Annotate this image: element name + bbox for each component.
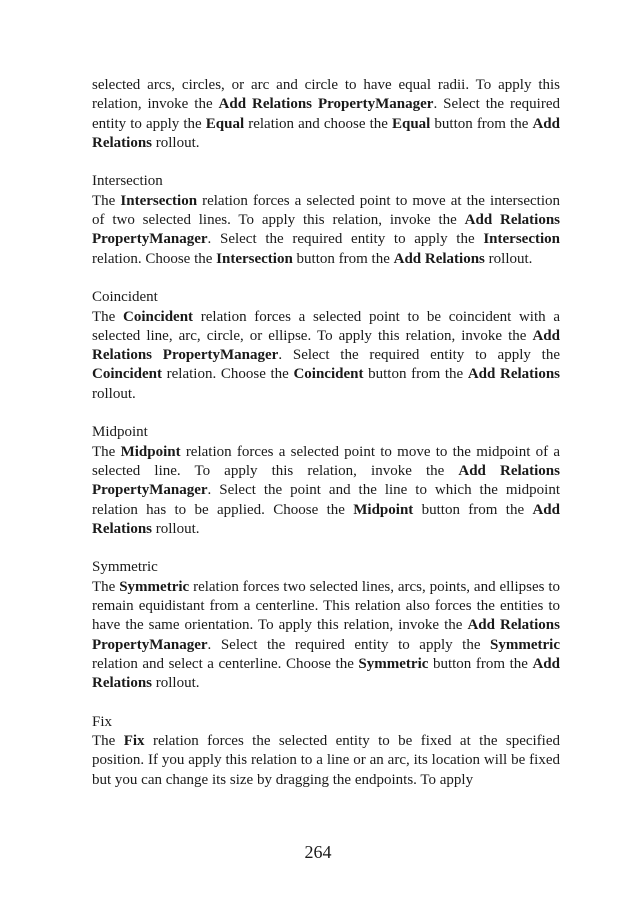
intro-paragraph: selected arcs, circles, or arc and circle to have equal radii. To apply this relation, invoke the Add Relations PropertyManager. Select the required entity to apply the Equal relation and choose the Equal button from the Add Relations rollout. <box>92 77 560 151</box>
bold-term: Add Relations <box>92 115 560 151</box>
bold-term: Symmetric <box>490 636 560 653</box>
section-symmetric <box>92 558 560 693</box>
bold-term: Midpoint <box>353 501 414 518</box>
bold-term: Add Relations <box>92 501 560 537</box>
section-body: The Coincident relation forces a selected point to be coincident with a selected line, arc, circle, or ellipse. To apply this relation, invoke the Add Relations PropertyManager. Select the required entity to apply the Coincident relation. Choose the Coincident button from the Add Relations rollout. <box>92 308 560 402</box>
section-body: The Midpoint relation forces a selected point to move to the midpoint of a selected line. To apply this relation, invoke the Add Relations PropertyManager. Select the point and the line to which the midpoint relation has to be applied. Choose the Midpoint button from the Add Relations rollout. <box>92 443 560 537</box>
bold-term: Fix <box>123 733 145 750</box>
bold-term: Intersection <box>120 192 198 209</box>
bold-term: Midpoint <box>120 443 181 460</box>
section-intersection <box>92 172 560 268</box>
section-heading: Symmetric <box>92 559 158 576</box>
bold-term: Coincident <box>92 366 163 383</box>
section-midpoint <box>92 423 560 539</box>
bold-term: Add Relations <box>393 250 485 267</box>
section-body: The Intersection relation forces a selected point to move at the intersection of two selected lines. To apply this relation, invoke the Add Relations PropertyManager. Select the required entity to apply the Intersection relation. Choose the Intersection button from the Add Relations rollout. <box>92 192 560 267</box>
section-body: The Fix relation forces the selected entity to be fixed at the specified position. If you apply this relation to a line or an arc, its location will be fixed but you can change its size by dragging the endpoints. To apply <box>92 733 560 788</box>
bold-term: Coincident <box>123 308 194 325</box>
section-fix <box>92 713 560 790</box>
bold-term: Symmetric <box>119 578 190 595</box>
bold-term: Add Relations PropertyManager <box>92 327 560 364</box>
bold-term: Intersection <box>216 250 293 267</box>
section-coincident <box>92 288 560 404</box>
section-body: The Symmetric relation forces two selected lines, arcs, points, and ellipses to remain equidistant from a centerline. This relation also forces the entities to have the same orientation. To apply this relation, invoke the Add Relations PropertyManager. Select the required entity to apply the Symmetric relation and select a centerline. Choose the Symmetric button from the Add Relations rollout. <box>92 578 561 692</box>
bold-term: Symmetric <box>358 655 429 672</box>
page-number: 264 <box>304 842 332 862</box>
bold-term: Add Relations PropertyManager <box>92 462 560 499</box>
bold-term: Intersection <box>483 231 560 248</box>
bold-term: Add Relations <box>92 655 560 692</box>
page-content <box>92 76 560 790</box>
section-heading: Coincident <box>92 289 158 306</box>
section-heading: Intersection <box>92 173 163 190</box>
bold-term: Add Relations PropertyManager <box>218 96 434 113</box>
bold-term: Add Relations PropertyManager <box>92 617 560 653</box>
section-heading: Midpoint <box>92 424 148 441</box>
bold-term: Equal <box>205 115 245 132</box>
section-heading: Fix <box>92 713 113 730</box>
bold-term: Equal <box>391 115 431 132</box>
bold-term: Add Relations PropertyManager <box>92 212 560 248</box>
bold-term: Coincident <box>293 366 364 383</box>
bold-term: Add Relations <box>467 366 560 383</box>
